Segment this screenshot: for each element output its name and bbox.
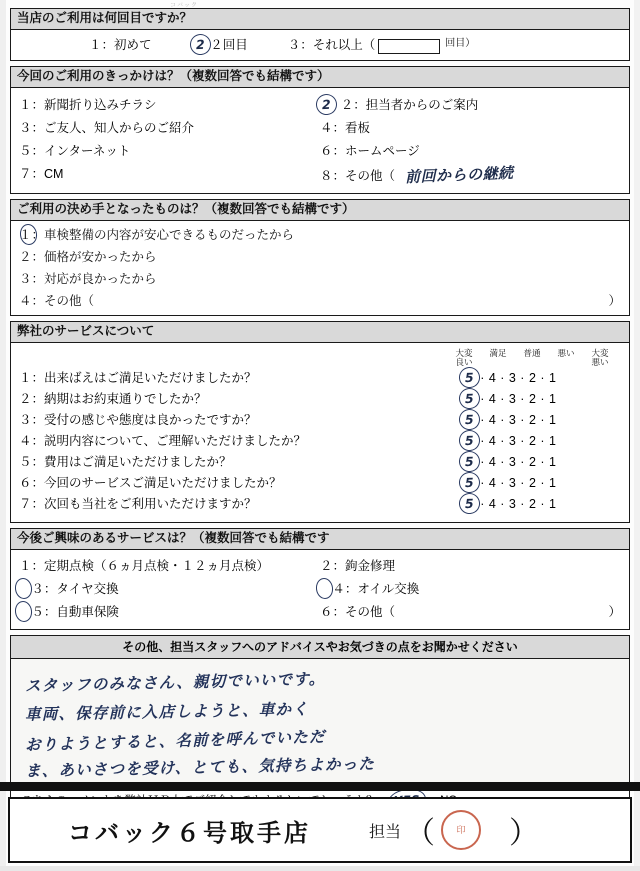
q5-handwritten-circle-3	[19, 581, 28, 596]
staff-paren-close: ）	[509, 817, 540, 850]
q3-option-2-label: ２：価格が安かったから	[19, 250, 157, 264]
q4-scale-rest-1: · 4 · 3 · 2 · 1	[480, 370, 557, 385]
q2-option-7[interactable]: ７：CM	[19, 166, 64, 181]
q4-scale-rest-5: · 4 · 3 · 2 · 1	[480, 454, 557, 469]
q5-option-1[interactable]: １：定期点検（６ヵ月点検・１２ヵ月点検）	[19, 559, 270, 574]
q1-option-2[interactable]	[194, 35, 248, 53]
q4-row-7[interactable]	[19, 493, 621, 514]
q1-handwritten-circle-2: 2	[195, 36, 206, 53]
q2-handwritten-circle-2: 2	[321, 96, 332, 112]
q5-option-6[interactable]	[320, 600, 621, 623]
q5-option-5-label: ５：自動車保険	[31, 605, 119, 620]
q1-count-input[interactable]	[378, 39, 440, 54]
q5-option-4[interactable]	[320, 577, 621, 600]
q4-answer-6: 5	[464, 474, 475, 491]
question-3-section	[10, 199, 630, 316]
q2-option-4[interactable]: ４：看板	[320, 120, 371, 135]
q5-handwritten-circle-5	[19, 604, 28, 619]
questionnaire-form	[10, 8, 630, 838]
q4-answer-5: 5	[464, 453, 475, 470]
staff-stamp-field[interactable]	[405, 808, 539, 852]
q4-answer-7: 5	[464, 495, 475, 512]
scan-noise-text: コバック	[170, 3, 199, 7]
q4-scale-label-1: 大変 良い	[455, 348, 473, 367]
q4-row-2[interactable]	[19, 388, 621, 409]
shop-name: コバック６号取手店	[68, 819, 311, 847]
page-bottom-edge	[0, 866, 640, 871]
q2-option-2[interactable]	[320, 92, 621, 115]
comment-line-1: スタッフのみなさん、親切でいいです。	[24, 669, 326, 696]
q4-question-3: ３：受付の感じや態度は良かったですか？	[19, 413, 257, 428]
q1-option-2-label: ２回目	[210, 38, 248, 52]
q4-question-2: ２：納期はお約束通りでしたか？	[19, 392, 207, 407]
q1-option-1[interactable]: １：初めて	[89, 38, 152, 52]
question-5-title: 今後ご興味のあるサービスは？（複数回答でも結構です	[11, 529, 629, 550]
q4-scale-2[interactable]	[463, 391, 621, 406]
q4-question-4: ４：説明内容について、ご理解いただけましたか？	[19, 434, 307, 449]
question-4-title: 弊社のサービスについて	[11, 322, 629, 343]
question-4-section	[10, 321, 630, 523]
scan-edge-left	[0, 0, 6, 871]
q2-option-3[interactable]: ３：ご友人、知人からのご紹介	[19, 120, 195, 135]
q5-option-6-label: ６：その他（	[320, 605, 396, 620]
staff-stamp-icon: 印	[441, 810, 481, 850]
q4-question-7: ７：次回も当社をご利用いただけますか？	[19, 497, 257, 512]
q3-option-4[interactable]	[19, 291, 621, 309]
q3-handwritten-circle-1	[24, 226, 33, 241]
q3-option-4-close: ）	[608, 294, 621, 308]
q2-option-1[interactable]: １：新聞折り込みチラシ	[19, 97, 157, 112]
question-5-options	[19, 554, 621, 623]
q4-scale-3[interactable]	[463, 412, 621, 427]
q2-option-5[interactable]: ５：インターネット	[19, 143, 131, 158]
comment-line-4: ま、あいさつを受け、とても、気持ちよかった	[24, 754, 376, 781]
q3-option-2[interactable]	[19, 247, 621, 265]
q2-option-8-label: ８：その他（	[320, 168, 396, 183]
q1-option-3[interactable]: ３：それ以上（	[287, 38, 376, 52]
q1-count-unit: 回目）	[445, 37, 476, 49]
q2-option-6[interactable]: ６：ホームページ	[320, 143, 420, 158]
q4-question-6: ６：今回のサービスご満足いただけましたか？	[19, 476, 282, 491]
q2-other-handwriting: 前回からの継続	[404, 163, 514, 186]
comment-title: その他、担当スタッフへのアドバイスやお気づきの点をお聞かせください	[11, 636, 629, 659]
staff-label: 担当	[369, 823, 402, 841]
q5-option-3-label: ３：タイヤ交換	[31, 582, 119, 597]
q4-scale-label-4: 悪い	[557, 348, 575, 358]
q4-scale-label-2: 満足	[489, 348, 507, 358]
q3-option-3-label: ３：対応が良かったから	[19, 272, 157, 286]
q4-scale-label-3: 普通	[523, 348, 541, 358]
q4-scale-rest-3: · 4 · 3 · 2 · 1	[480, 412, 557, 427]
q4-row-1[interactable]	[19, 367, 621, 388]
q4-scale-label-5: 大変 悪い	[591, 348, 609, 367]
q4-scale-rest-2: · 4 · 3 · 2 · 1	[480, 391, 557, 406]
staff-paren-open: （	[405, 817, 436, 850]
q4-scale-5[interactable]	[463, 454, 621, 469]
q4-answer-3: 5	[464, 411, 475, 428]
q5-option-5[interactable]	[19, 600, 320, 623]
q4-answer-1: 5	[464, 369, 475, 386]
q4-scale-6[interactable]	[463, 475, 621, 490]
question-1-title: 当店のご利用は何回目ですか？	[11, 9, 629, 30]
q4-scale-4[interactable]	[463, 433, 621, 448]
question-2-title: 今回のご利用のきっかけは？（複数回答でも結構です）	[11, 67, 629, 88]
q4-scale-rest-6: · 4 · 3 · 2 · 1	[480, 475, 557, 490]
q4-row-6[interactable]	[19, 472, 621, 493]
q4-scale-1[interactable]	[463, 370, 621, 385]
q4-question-1: １：出来ばえはご満足いただけましたか？	[19, 371, 257, 386]
shop-footer	[8, 797, 632, 863]
comment-line-3: おりようとすると、名前を呼んでいただ	[24, 727, 326, 755]
footer-divider	[0, 782, 640, 791]
q5-option-3[interactable]	[19, 577, 320, 600]
q2-option-8[interactable]	[320, 161, 621, 187]
q3-option-4-label: ４：その他（	[19, 294, 95, 308]
q4-answer-2: 5	[464, 390, 475, 407]
question-1-options	[11, 30, 629, 60]
q4-row-5[interactable]	[19, 451, 621, 472]
q4-row-4[interactable]	[19, 430, 621, 451]
question-1-section	[10, 8, 630, 61]
scan-edge-right	[634, 0, 640, 871]
q3-option-1-label: １：車検整備の内容が安心できるものだったから	[19, 228, 295, 242]
q4-scale-7[interactable]	[463, 496, 621, 511]
q5-handwritten-circle-4	[320, 581, 329, 596]
q4-question-5: ５：費用はご満足いただけましたか？	[19, 455, 232, 470]
q4-answer-4: 5	[464, 432, 475, 449]
q4-scale-header	[19, 349, 621, 367]
q4-scale-rest-4: · 4 · 3 · 2 · 1	[480, 433, 557, 448]
q2-option-2-label: ２：担当者からのご案内	[340, 97, 479, 112]
question-2-options	[19, 92, 621, 187]
comment-handwriting-area[interactable]	[11, 659, 629, 787]
question-3-title: ご利用の決め手となったものは？（複数回答でも結構です）	[11, 200, 629, 221]
question-5-section	[10, 528, 630, 630]
q5-option-4-label: ４：オイル交換	[332, 582, 420, 597]
q5-option-2[interactable]: ２：鉤金修理	[320, 559, 396, 574]
comment-line-2: 車両、保存前に入店しようと、車かく	[24, 700, 310, 724]
q3-option-3[interactable]	[19, 269, 621, 287]
q4-scale-rest-7: · 4 · 3 · 2 · 1	[480, 496, 557, 511]
q5-option-6-close: ）	[608, 605, 621, 620]
question-2-section	[10, 66, 630, 194]
q4-row-3[interactable]	[19, 409, 621, 430]
q3-option-1[interactable]	[19, 225, 621, 243]
